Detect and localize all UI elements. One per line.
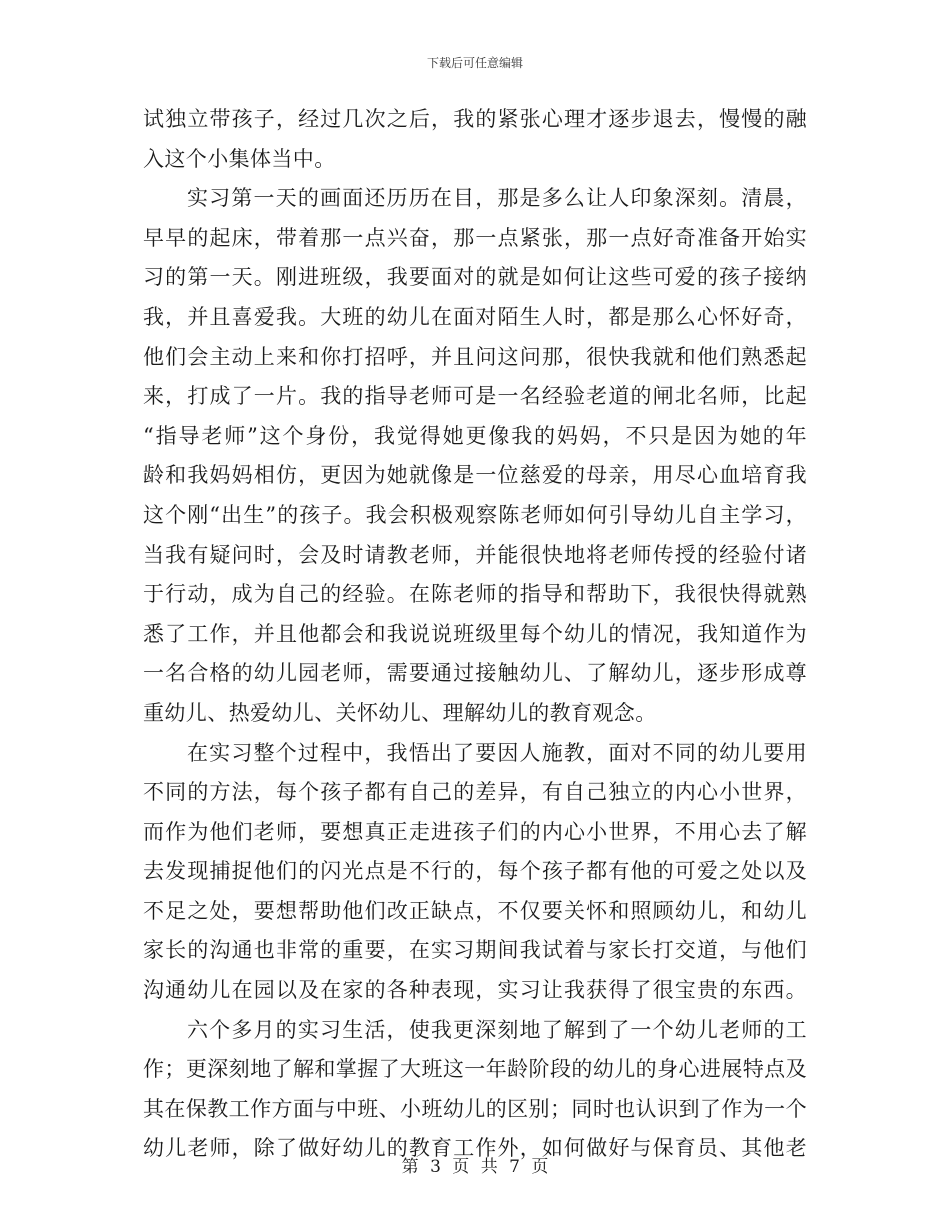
body-text	[143, 100, 807, 1169]
text-line: 沟通幼儿在园以及在家的各种表现，实习让我获得了很宝贵的东西。	[143, 978, 807, 1003]
text-line: 于行动，成为自己的经验。在陈老师的指导和帮助下，我很快得就熟	[143, 582, 807, 607]
text-line: 来，打成了一片。我的指导老师可是一名经验老道的闸北名师，比起	[143, 384, 807, 409]
text-line: 我，并且喜爱我。大班的幼儿在面对陌生人时，都是那么心怀好奇，	[143, 304, 807, 329]
text-line: 悉了工作，并且他都会和我说说班级里每个幼儿的情况，我知道作为	[143, 621, 807, 646]
text-line: 其在保教工作方面与中班、小班幼儿的区别；同时也认识到了作为一个	[143, 1096, 807, 1121]
text-line: 幼儿老师，除了做好幼儿的教育工作外，如何做好与保育员、其他老	[143, 1136, 807, 1161]
text-line: 这个刚“出生”的孩子。我会积极观察陈老师如何引导幼儿自主学习，	[143, 502, 807, 527]
text-line: 入这个小集体当中。	[143, 146, 336, 171]
text-line: 试独立带孩子，经过几次之后，我的紧张心理才逐步退去，慢慢的融	[143, 107, 807, 131]
text-line: 一名合格的幼儿园老师，需要通过接触幼儿、了解幼儿，逐步形成尊	[143, 661, 807, 686]
text-line: 家长的沟通也非常的重要，在实习期间我试着与家长打交道，与他们	[143, 938, 807, 963]
text-line: 不同的方法，每个孩子都有自己的差异，有自己独立的内心小世界，	[143, 780, 807, 805]
text-line: 作；更深刻地了解和掌握了大班这一年龄阶段的幼儿的身心进展特点及	[143, 1057, 807, 1082]
text-line: 在实习整个过程中，我悟出了要因人施教，面对不同的幼儿要用	[187, 740, 807, 765]
text-line: 不足之处，要想帮助他们改正缺点，不仅要关怀和照顾幼儿，和幼儿	[143, 898, 807, 923]
page-footer: 第 3 页 共 7 页	[401, 1157, 549, 1177]
text-line: 实习第一天的画面还历历在目，那是多么让人印象深刻。清晨，	[187, 186, 807, 211]
text-line: 而作为他们老师，要想真正走进孩子们的内心小世界，不用心去了解	[143, 819, 807, 844]
page-header: 下载后可任意编辑	[426, 56, 523, 70]
text-line: 六个多月的实习生活，使我更深刻地了解到了一个幼儿老师的工	[187, 1017, 807, 1042]
text-line: 龄和我妈妈相仿，更因为她就像是一位慈爱的母亲，用尽心血培育我	[143, 463, 807, 488]
text-line: “指导老师”这个身份，我觉得她更像我的妈妈，不只是因为她的年	[143, 423, 807, 448]
text-line: 早早的起床，带着那一点兴奋，那一点紧张，那一点好奇准备开始实	[143, 225, 807, 250]
text-line: 他们会主动上来和你打招呼，并且问这问那，很快我就和他们熟悉起	[143, 344, 807, 369]
text-line: 重幼儿、热爱幼儿、关怀幼儿、理解幼儿的教育观念。	[143, 700, 657, 725]
text-line: 当我有疑问时，会及时请教老师，并能很快地将老师传授的经验付诸	[143, 542, 807, 567]
text-line: 习的第一天。刚进班级，我要面对的就是如何让这些可爱的孩子接纳	[143, 265, 807, 290]
text-line: 去发现捕捉他们的闪光点是不行的，每个孩子都有他的可爱之处以及	[143, 859, 807, 884]
